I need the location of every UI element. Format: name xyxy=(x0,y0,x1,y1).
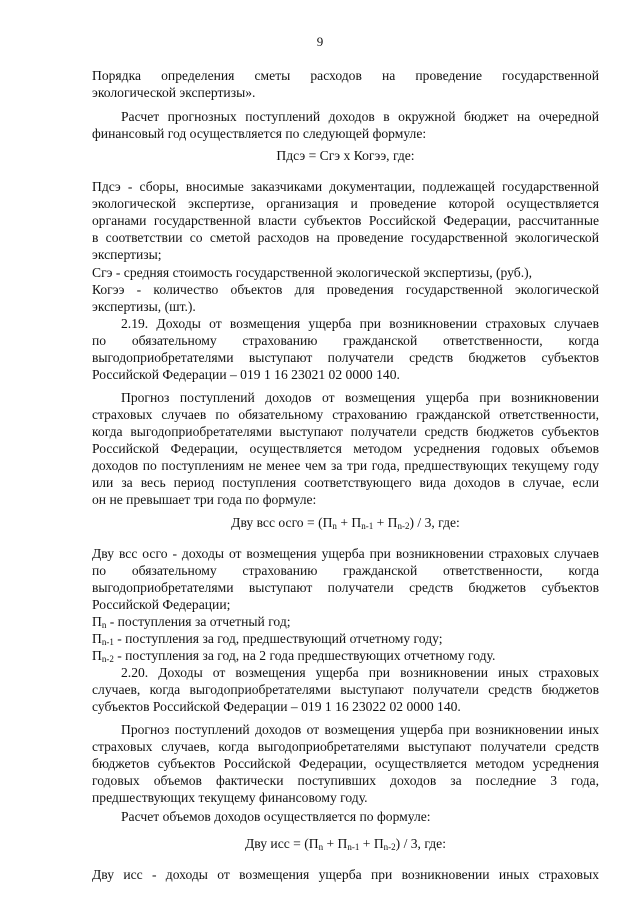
text-line: Сгэ - средняя стоимость государственной экологической экспертизы, (руб.), xyxy=(92,265,533,280)
text-line: Порядка определения сметы расходов на проведение государственной xyxy=(92,68,599,83)
text-line: по обязательному страхованию гражданской ответственности, когда xyxy=(92,333,599,348)
definition-pn-1: $П_{n-1}$ - поступления за год, предшествующий отчетному году; xyxy=(92,631,443,647)
section-2-19-heading: 2.19. Доходы от возмещения ущерба при возникновении страховых случаев xyxy=(121,316,599,331)
text-line: Расчет объемов доходов осуществляется по формуле: xyxy=(121,809,431,824)
definition-pn-2: $П_{n-2}$ - поступления за год, на 2 года предшествующих отчетному году. xyxy=(92,648,496,664)
text-line: он не превышает три года по формуле: xyxy=(92,492,317,507)
definition-pn: $П_n$ - поступления за отчетный год; xyxy=(92,614,291,630)
text-line: доходов по поступлениям не менее чем за три года, предшествующих текущему году xyxy=(92,458,599,473)
text-line: выгодоприобретателями выступают получатели средств бюджетов субъектов xyxy=(92,580,599,595)
text-line: случаев, когда выгодоприобретателями выступают получатели средств бюджетов xyxy=(92,682,599,697)
formula-dvu-vss-osgo: Дву всс осго = $(П_n + П_{n-1} + П_{n-2}) / 3$, где: xyxy=(231,515,460,531)
text-line: Расчет прогнозных поступлений доходов в окружной бюджет на очередной xyxy=(121,109,599,124)
page-number: 9 xyxy=(316,34,324,49)
section-2-20-heading: 2.20. Доходы от возмещения ущерба при возникновении иных страховых xyxy=(121,665,599,680)
text-line: Прогноз поступлений доходов от возмещения ущерба при возникновении xyxy=(121,390,599,405)
text-line: бюджетов субъектов Российской Федерации, осуществляется методом усреднения xyxy=(92,756,599,771)
text-line: финансовый год осуществляется по следующей формуле: xyxy=(92,126,427,141)
formula-psdse: Пдсэ = Сгэ х Когээ, где: xyxy=(276,148,415,163)
text-line: по обязательному страхованию гражданской ответственности, когда xyxy=(92,563,599,578)
text-line: Дву всс осго - доходы от возмещения ущерба при возникновении страховых случаев xyxy=(92,546,599,561)
text-line: субъектов Российской Федерации – 019 1 16 23022 02 0000 140. xyxy=(92,699,461,714)
text-line: Российской Федерации, осуществляется методом усреднения годовых объемов xyxy=(92,441,599,456)
text-line: Российской Федерации; xyxy=(92,597,231,612)
text-line: выгодоприобретателями выступают получатели средств бюджетов субъектов xyxy=(92,350,599,365)
text-line: Дву исс - доходы от возмещения ущерба при возникновении иных страховых xyxy=(92,867,599,882)
text-line: Когээ - количество объектов для проведения государственной экологической xyxy=(92,282,599,297)
text-line: Пдсэ - сборы, вносимые заказчиками документации, подлежащей государственной xyxy=(92,179,599,194)
text-line: экологической экспертизы». xyxy=(92,85,256,100)
formula-dvu-iss: Дву исс = $(П_n + П_{n-1} + П_{n-2}) / 3$, где: xyxy=(245,836,446,852)
text-line: страховых случаев по обязательному страхованию гражданской ответственности, xyxy=(92,407,599,422)
text-line: годовых объемов фактически поступивших доходов за последние 3 года, xyxy=(92,773,599,788)
text-line: органами государственной власти субъектов Российской Федерации, рассчитанные xyxy=(92,213,599,228)
text-line: экологической экспертизе, организация и проведение которой осуществляется xyxy=(92,196,599,211)
text-line: или за весь период поступления соответствующего вида доходов в случае, если xyxy=(92,475,599,490)
text-line: в соответствии со сметой расходов на проведение государственной экологической xyxy=(92,230,599,245)
text-line: Российской Федерации – 019 1 16 23021 02 0000 140. xyxy=(92,367,400,382)
text-line: Прогноз поступлений доходов от возмещения ущерба при возникновении иных xyxy=(121,722,599,737)
text-line: предшествующих текущему финансовому году. xyxy=(92,790,368,805)
text-line: страховых случаев, когда выгодоприобретателями выступают получатели средств xyxy=(92,739,599,754)
text-line: экспертизы; xyxy=(92,247,162,262)
text-line: когда выгодоприобретателями выступают получатели средств бюджетов субъектов xyxy=(92,424,599,439)
text-line: экспертизы, (шт.). xyxy=(92,299,196,314)
